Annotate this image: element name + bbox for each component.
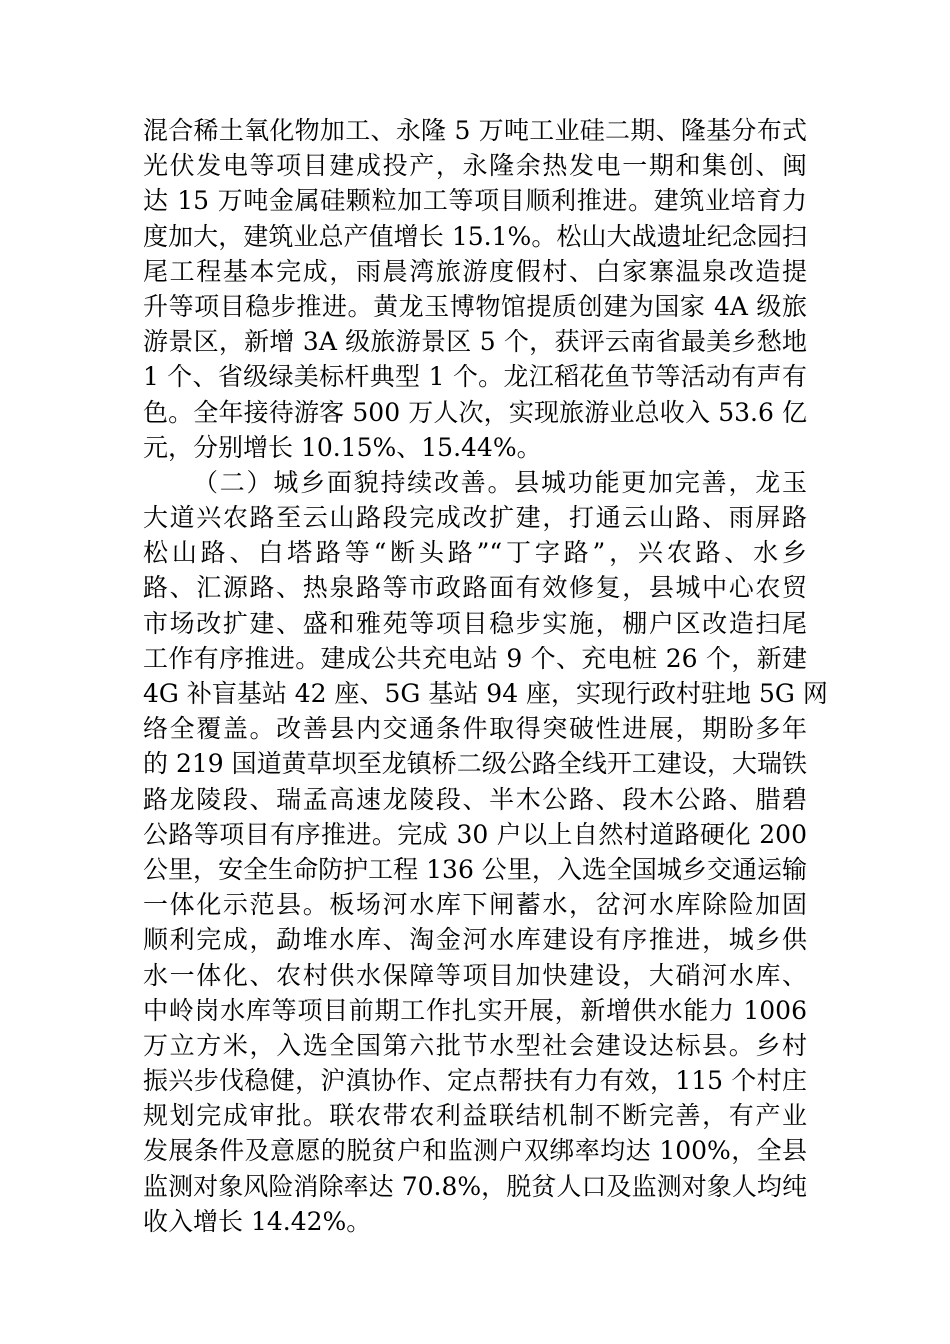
body-text: [143, 113, 828, 1239]
text-line: 元，分别增长 10.15%、15.44%。: [143, 432, 542, 462]
text-line: 光伏发电等项目建成投产，永隆余热发电一期和集创、闽: [143, 151, 807, 181]
text-line: 升等项目稳步推进。黄龙玉博物馆提质创建为国家 4A 级旅: [143, 291, 807, 321]
text-line: （二）城乡面貌持续改善。县城功能更加完善，龙玉: [193, 467, 807, 497]
text-line: 振兴步伐稳健，沪滇协作、定点帮扶有力有效，115 个村庄: [143, 1066, 807, 1096]
text-line: 万立方米，入选全国第六批节水型社会建设达标县。乡村: [143, 1030, 807, 1060]
text-line: 市场改扩建、盛和雅苑等项目稳步实施，棚户区改造扫尾: [143, 608, 807, 638]
text-line: 色。全年接待游客 500 万人次，实现旅游业总收入 53.6 亿: [143, 397, 807, 427]
text-line: 4G 补盲基站 42 座、5G 基站 94 座，实现行政村驻地 5G 网: [143, 679, 828, 708]
text-line: 发展条件及意愿的脱贫户和监测户双绑率均达 100%，全县: [143, 1136, 807, 1166]
text-line: 中岭岗水库等项目前期工作扎实开展，新增供水能力 1006: [143, 995, 807, 1025]
text-line: 尾工程基本完成，雨晨湾旅游度假村、白家寨温泉改造提: [143, 256, 807, 286]
text-line: 工作有序推进。建成公共充电站 9 个、充电桩 26 个，新建: [143, 643, 807, 673]
text-line: 规划完成审批。联农带农利益联结机制不断完善，有产业: [143, 1101, 807, 1131]
text-line: 公路等项目有序推进。完成 30 户以上自然村道路硬化 200: [143, 819, 807, 849]
text-line: 的 219 国道黄草坝至龙镇桥二级公路全线开工建设，大瑞铁: [143, 749, 807, 779]
text-line: 路龙陵段、瑞孟高速龙陵段、半木公路、段木公路、腊碧: [143, 784, 807, 814]
text-line: 大道兴农路至云山路段完成改扩建，打通云山路、雨屏路: [143, 503, 807, 533]
text-line: 公里，安全生命防护工程 136 公里，入选全国城乡交通运输: [143, 854, 807, 884]
text-line: 游景区，新增 3A 级旅游景区 5 个，获评云南省最美乡愁地: [143, 327, 807, 357]
text-line: 路、汇源路、热泉路等市政路面有效修复，县城中心农贸: [143, 573, 807, 603]
paragraph-urban-rural: [143, 465, 828, 1239]
text-line: 水一体化、农村供水保障等项目加快建设，大硝河水库、: [143, 960, 807, 990]
text-line: 收入增长 14.42%。: [143, 1206, 372, 1236]
paragraph-industry-tourism: [143, 113, 807, 465]
text-line: 松山路、白塔路等“断头路”“丁字路”，兴农路、水乡: [143, 538, 807, 568]
text-line: 1 个、省级绿美标杆典型 1 个。龙江稻花鱼节等活动有声有: [143, 362, 807, 392]
text-line: 混合稀土氧化物加工、永隆 5 万吨工业硅二期、隆基分布式: [143, 116, 807, 145]
text-line: 络全覆盖。改善县内交通条件取得突破性进展，期盼多年: [143, 714, 807, 744]
text-line: 达 15 万吨金属硅颗粒加工等项目顺利推进。建筑业培育力: [143, 186, 807, 216]
text-line: 一体化示范县。板场河水库下闸蓄水，岔河水库除险加固: [143, 890, 807, 920]
text-line: 度加大，建筑业总产值增长 15.1%。松山大战遗址纪念园扫: [143, 221, 807, 251]
text-line: 顺利完成，勐堆水库、淘金河水库建设有序推进，城乡供: [143, 925, 807, 955]
text-line: 监测对象风险消除率达 70.8%，脱贫人口及监测对象人均纯: [143, 1171, 807, 1201]
